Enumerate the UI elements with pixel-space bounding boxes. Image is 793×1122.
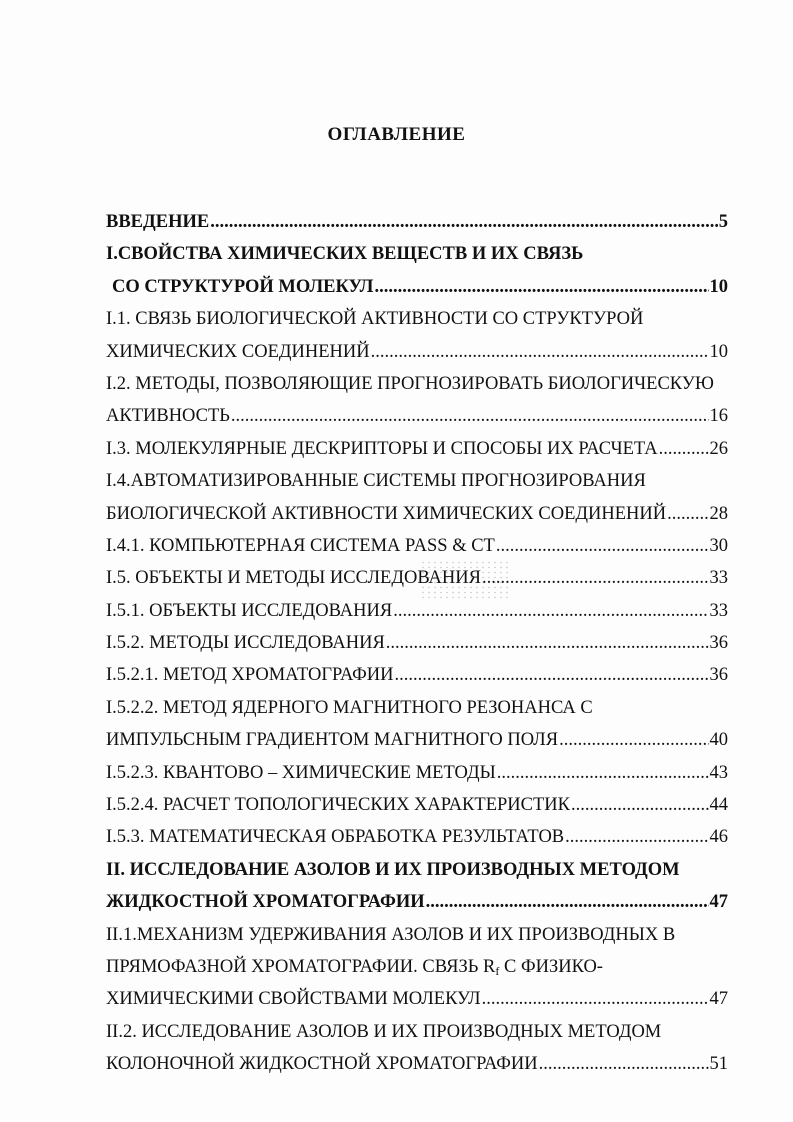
toc-page-number: 5 (718, 212, 728, 232)
toc-entry-text: I.2. МЕТОДЫ, ПОЗВОЛЯЮЩИЕ ПРОГНОЗИРОВАТЬ БИОЛОГИЧЕСКУЮ (106, 373, 714, 394)
toc-entry (106, 433, 728, 465)
leader-dots (386, 627, 709, 659)
toc-entry (106, 724, 728, 756)
toc-entry-text: СО СТРУКТУРОЙ МОЛЕКУЛ (112, 271, 374, 303)
toc-entry (106, 886, 728, 918)
toc-page-number: 36 (709, 665, 728, 686)
toc-entry (106, 951, 728, 983)
leader-dots (571, 789, 709, 821)
toc-entry-text: I.5.2. МЕТОДЫ ИССЛЕДОВАНИЯ (106, 627, 386, 659)
leader-dots (539, 1048, 709, 1080)
leader-dots (482, 983, 709, 1015)
toc-entry (106, 919, 728, 951)
toc-entry (106, 206, 728, 238)
toc-entry-text: I.1. СВЯЗЬ БИОЛОГИЧЕСКОЙ АКТИВНОСТИ СО СТРУКТУРОЙ (106, 309, 644, 330)
toc-entry (106, 692, 728, 724)
toc-page-number: 26 (709, 438, 728, 459)
toc-entry-text-before: ПРЯМОФАЗНОЙ ХРОМАТОГРАФИИ. СВЯЗЬ R (106, 956, 496, 977)
toc-entry-text: I.5.2.3. КВАНТОВО – ХИМИЧЕСКИЕ МЕТОДЫ (106, 757, 497, 789)
toc-entry (106, 595, 728, 627)
toc-entry-text: I.5.2.2. МЕТОД ЯДЕРНОГО МАГНИТНОГО РЕЗОНАНСА С (106, 697, 593, 718)
toc-entry (106, 336, 728, 368)
leader-dots (559, 724, 708, 756)
toc-page-number: 33 (709, 600, 728, 621)
scan-noise (420, 560, 510, 600)
toc-page-number: 47 (709, 892, 728, 913)
toc-entry-text: I.4.1. КОМПЬЮТЕРНАЯ СИСТЕМА PASS & CT (106, 530, 496, 562)
toc-entry (106, 854, 728, 886)
toc-page-number: 44 (709, 795, 728, 816)
toc-entry-text: ИМПУЛЬСНЫМ ГРАДИЕНТОМ МАГНИТНОГО ПОЛЯ (106, 724, 559, 756)
leader-dots (210, 206, 718, 238)
toc-entry (106, 271, 728, 303)
toc-entry-text: II. ИССЛЕДОВАНИЕ АЗОЛОВ И ИХ ПРОИЗВОДНЫХ МЕТОДОМ (106, 859, 680, 880)
toc-entry (106, 983, 728, 1015)
toc-entry (106, 1048, 728, 1080)
leader-dots (659, 433, 709, 465)
leader-dots (667, 498, 708, 530)
toc-page-number: 16 (709, 406, 728, 427)
toc-page-number: 36 (709, 633, 728, 654)
toc-entry-text: I.5.3. МАТЕМАТИЧЕСКАЯ ОБРАБОТКА РЕЗУЛЬТАТОВ (106, 821, 565, 853)
toc-entry-text: I.СВОЙСТВА ХИМИЧЕСКИХ ВЕЩЕСТВ И ИХ СВЯЗЬ (106, 244, 584, 265)
toc-entry (106, 400, 728, 432)
toc-entry-text: КОЛОНОЧНОЙ ЖИДКОСТНОЙ ХРОМАТОГРАФИИ (106, 1048, 539, 1080)
toc-entry-text (106, 957, 604, 977)
leader-dots (497, 757, 709, 789)
toc-entry-text: I.4.АВТОМАТИЗИРОВАННЫЕ СИСТЕМЫ ПРОГНОЗИРОВАНИЯ (106, 471, 646, 492)
toc-entry-text: I.3. МОЛЕКУЛЯРНЫЕ ДЕСКРИПТОРЫ И СПОСОБЫ ИХ РАСЧЕТА (106, 433, 659, 465)
toc-entry (106, 659, 728, 691)
toc-entry (106, 303, 728, 335)
toc-entry (106, 562, 728, 594)
toc-entry-text: I.5.1. ОБЪЕКТЫ ИССЛЕДОВАНИЯ (106, 595, 393, 627)
toc-entry-text: II.1.МЕХАНИЗМ УДЕРЖИВАНИЯ АЗОЛОВ И ИХ ПРОИЗВОДНЫХ В (106, 924, 676, 945)
toc-entry (106, 465, 728, 497)
table-of-contents (106, 206, 728, 1081)
toc-entry-text: ЖИДКОСТНОЙ ХРОМАТОГРАФИИ (106, 886, 426, 918)
toc-entry-text: ХИМИЧЕСКИМИ СВОЙСТВАМИ МОЛЕКУЛ (106, 983, 482, 1015)
toc-page-number: 28 (709, 503, 728, 524)
toc-entry (106, 498, 728, 530)
leader-dots (374, 271, 708, 303)
leader-dots (231, 400, 709, 432)
toc-entry (106, 789, 728, 821)
toc-entry-text: I.5.2.4. РАСЧЕТ ТОПОЛОГИЧЕСКИХ ХАРАКТЕРИСТИК (106, 789, 571, 821)
toc-entry-text: ХИМИЧЕСКИХ СОЕДИНЕНИЙ (106, 336, 371, 368)
toc-page-number: 47 (709, 989, 728, 1010)
leader-dots (426, 886, 709, 918)
toc-entry (106, 530, 728, 562)
toc-entry-text: АКТИВНОСТЬ (106, 400, 231, 432)
toc-entry-text: ВВЕДЕНИЕ (106, 206, 210, 238)
toc-page-number: 40 (709, 730, 728, 751)
toc-entry (106, 757, 728, 789)
toc-entry-text: БИОЛОГИЧЕСКОЙ АКТИВНОСТИ ХИМИЧЕСКИХ СОЕДИНЕНИЙ (106, 498, 667, 530)
toc-page-number: 30 (709, 535, 728, 556)
toc-entry-text: II.2. ИССЛЕДОВАНИЕ АЗОЛОВ И ИХ ПРОИЗВОДНЫХ МЕТОДОМ (106, 1021, 662, 1042)
toc-page-number: 10 (709, 341, 728, 362)
toc-entry-text: I.5.2.1. МЕТОД ХРОМАТОГРАФИИ (106, 659, 395, 691)
toc-entry (106, 238, 728, 270)
toc-entry (106, 627, 728, 659)
toc-entry-text-after: С ФИЗИКО- (499, 956, 603, 977)
toc-entry (106, 1016, 728, 1048)
leader-dots (371, 336, 709, 368)
leader-dots (395, 659, 709, 691)
toc-page-number: 10 (709, 276, 728, 297)
toc-page-number: 33 (709, 568, 728, 589)
toc-entry (106, 368, 728, 400)
page-title: ОГЛАВЛЕНИЕ (327, 124, 466, 145)
toc-entry-text: I.5. ОБЪЕКТЫ И МЕТОДЫ ИССЛЕДОВАНИЯ (106, 562, 482, 594)
toc-page-number: 51 (709, 1054, 728, 1075)
toc-entry (106, 821, 728, 853)
leader-dots (482, 562, 709, 594)
toc-page-number: 46 (709, 827, 728, 848)
toc-page-number: 43 (709, 762, 728, 783)
rf-subscript: f (495, 963, 500, 978)
leader-dots (496, 530, 709, 562)
leader-dots (565, 821, 708, 853)
